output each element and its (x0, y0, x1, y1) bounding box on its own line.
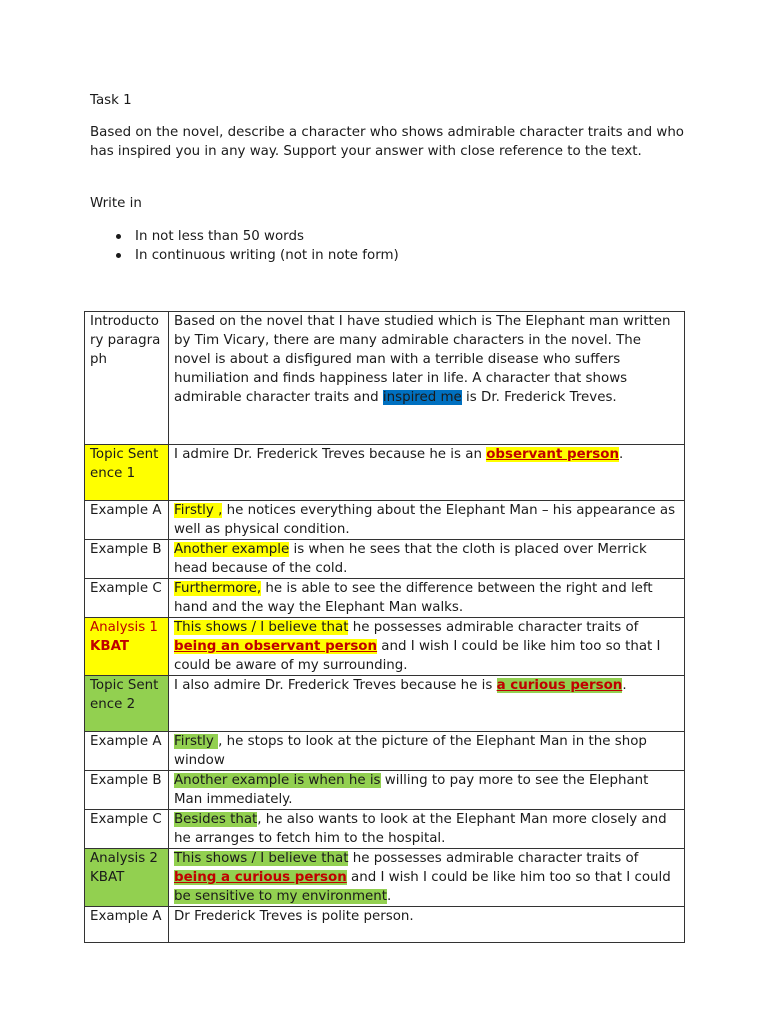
row-label-line: Analysis 1 (90, 620, 158, 635)
row-label: Example A (85, 501, 169, 540)
content-text: . (618, 447, 624, 462)
table-row-example-b (85, 540, 685, 579)
row-content (169, 540, 685, 579)
key-trait-phrase: observant person (486, 447, 619, 462)
connector-phrase: Besides that (174, 812, 258, 827)
row-content (169, 771, 685, 810)
row-content (169, 501, 685, 540)
write-in-label: Write in (90, 196, 142, 211)
content-text: is when he sees that the cloth is placed over Merrick head because of the cold. (174, 542, 647, 576)
table-row-analysis-2 (85, 849, 685, 907)
requirement-item: In not less than 50 words (90, 227, 399, 246)
content-text: Based on the novel that I have studied which is The Elephant man written by Tim Vicary, there are many admirable characters in the novel. The novel is about a disfigured man with a terrible disease who suffers humiliation and finds happiness later in life. A character that shows admirable character traits and (174, 314, 671, 405)
content-text: he is able to see the difference between the right and left hand and the way the Elephant Man walks. (174, 581, 653, 615)
connector-phrase: This shows / I believe that (174, 851, 349, 866)
key-trait-phrase: being an observant person (174, 639, 378, 654)
table-row-example-b (85, 771, 685, 810)
row-content (169, 810, 685, 849)
connector-phrase: Furthermore, (174, 581, 262, 596)
connector-phrase: Another example is when he is (174, 773, 381, 788)
content-text: willing to pay more to see the Elephant Man immediately. (174, 773, 649, 807)
row-label: Example C (85, 810, 169, 849)
row-content (169, 445, 685, 501)
content-text: and I wish I could be like him too so that I could be aware of my surrounding. (174, 639, 661, 673)
content-text: Dr Frederick Treves is polite person. (174, 909, 414, 924)
table-row-example-a (85, 501, 685, 540)
row-label: Introductory paragraph (85, 312, 169, 445)
key-trait-phrase: a curious person (496, 678, 623, 693)
highlighted-phrase: be sensitive to my environment (174, 889, 387, 904)
content-text: , he also wants to look at the Elephant Man more closely and he arranges to fetch him to the hospital. (174, 812, 667, 846)
content-text: , he stops to look at the picture of the Elephant Man in the shop window (174, 734, 647, 768)
requirements-list (90, 227, 399, 265)
table-row-introduction (85, 312, 685, 445)
connector-phrase: Another example (174, 542, 290, 557)
row-label: Example A (85, 907, 169, 943)
content-text: he possesses admirable character traits of (348, 620, 639, 635)
row-label (85, 849, 169, 907)
content-text: he possesses admirable character traits of (348, 851, 639, 866)
row-content (169, 618, 685, 676)
table-row-topic-sentence-2 (85, 676, 685, 732)
table-row-example-c (85, 579, 685, 618)
row-content (169, 312, 685, 445)
row-label-line: KBAT (90, 870, 125, 885)
key-trait-phrase: being a curious person (174, 870, 347, 885)
table-row-example-a (85, 732, 685, 771)
connector-phrase: This shows / I believe that (174, 620, 349, 635)
requirement-item: In continuous writing (not in note form) (90, 246, 399, 265)
essay-plan-table (84, 311, 685, 943)
content-text: and I wish I could be like him too so that I could (346, 870, 671, 885)
content-text: . (622, 678, 627, 693)
content-text: . (387, 889, 392, 904)
task-prompt: Based on the novel, describe a character who shows admirable character traits and who has inspired you in any way. Support your answer with close reference to the text. (90, 125, 684, 159)
row-content (169, 732, 685, 771)
row-label-line: Analysis 2 (90, 851, 158, 866)
row-label: Example B (85, 540, 169, 579)
content-text: is Dr. Frederick Treves. (461, 390, 617, 405)
row-label (85, 618, 169, 676)
row-content (169, 579, 685, 618)
row-label: Example A (85, 732, 169, 771)
row-content (169, 907, 685, 943)
table-row-example-a (85, 907, 685, 943)
connector-phrase: Firstly (174, 734, 219, 749)
row-label: Topic Sentence 1 (85, 445, 169, 501)
row-label: Example B (85, 771, 169, 810)
row-content (169, 849, 685, 907)
table-row-topic-sentence-1 (85, 445, 685, 501)
row-content (169, 676, 685, 732)
row-label: Example C (85, 579, 169, 618)
connector-phrase: Firstly , (174, 503, 223, 518)
table-row-example-c (85, 810, 685, 849)
table-row-analysis-1 (85, 618, 685, 676)
content-text: I also admire Dr. Frederick Treves because he is (174, 678, 497, 693)
row-label: Topic Sentence 2 (85, 676, 169, 732)
highlighted-phrase: inspired me (382, 390, 462, 405)
content-text: he notices everything about the Elephant Man – his appearance as well as physical condition. (174, 503, 676, 537)
task-title: Task 1 (90, 93, 132, 108)
row-label-line: KBAT (90, 639, 130, 654)
content-text: I admire Dr. Frederick Treves because he is an (174, 447, 487, 462)
